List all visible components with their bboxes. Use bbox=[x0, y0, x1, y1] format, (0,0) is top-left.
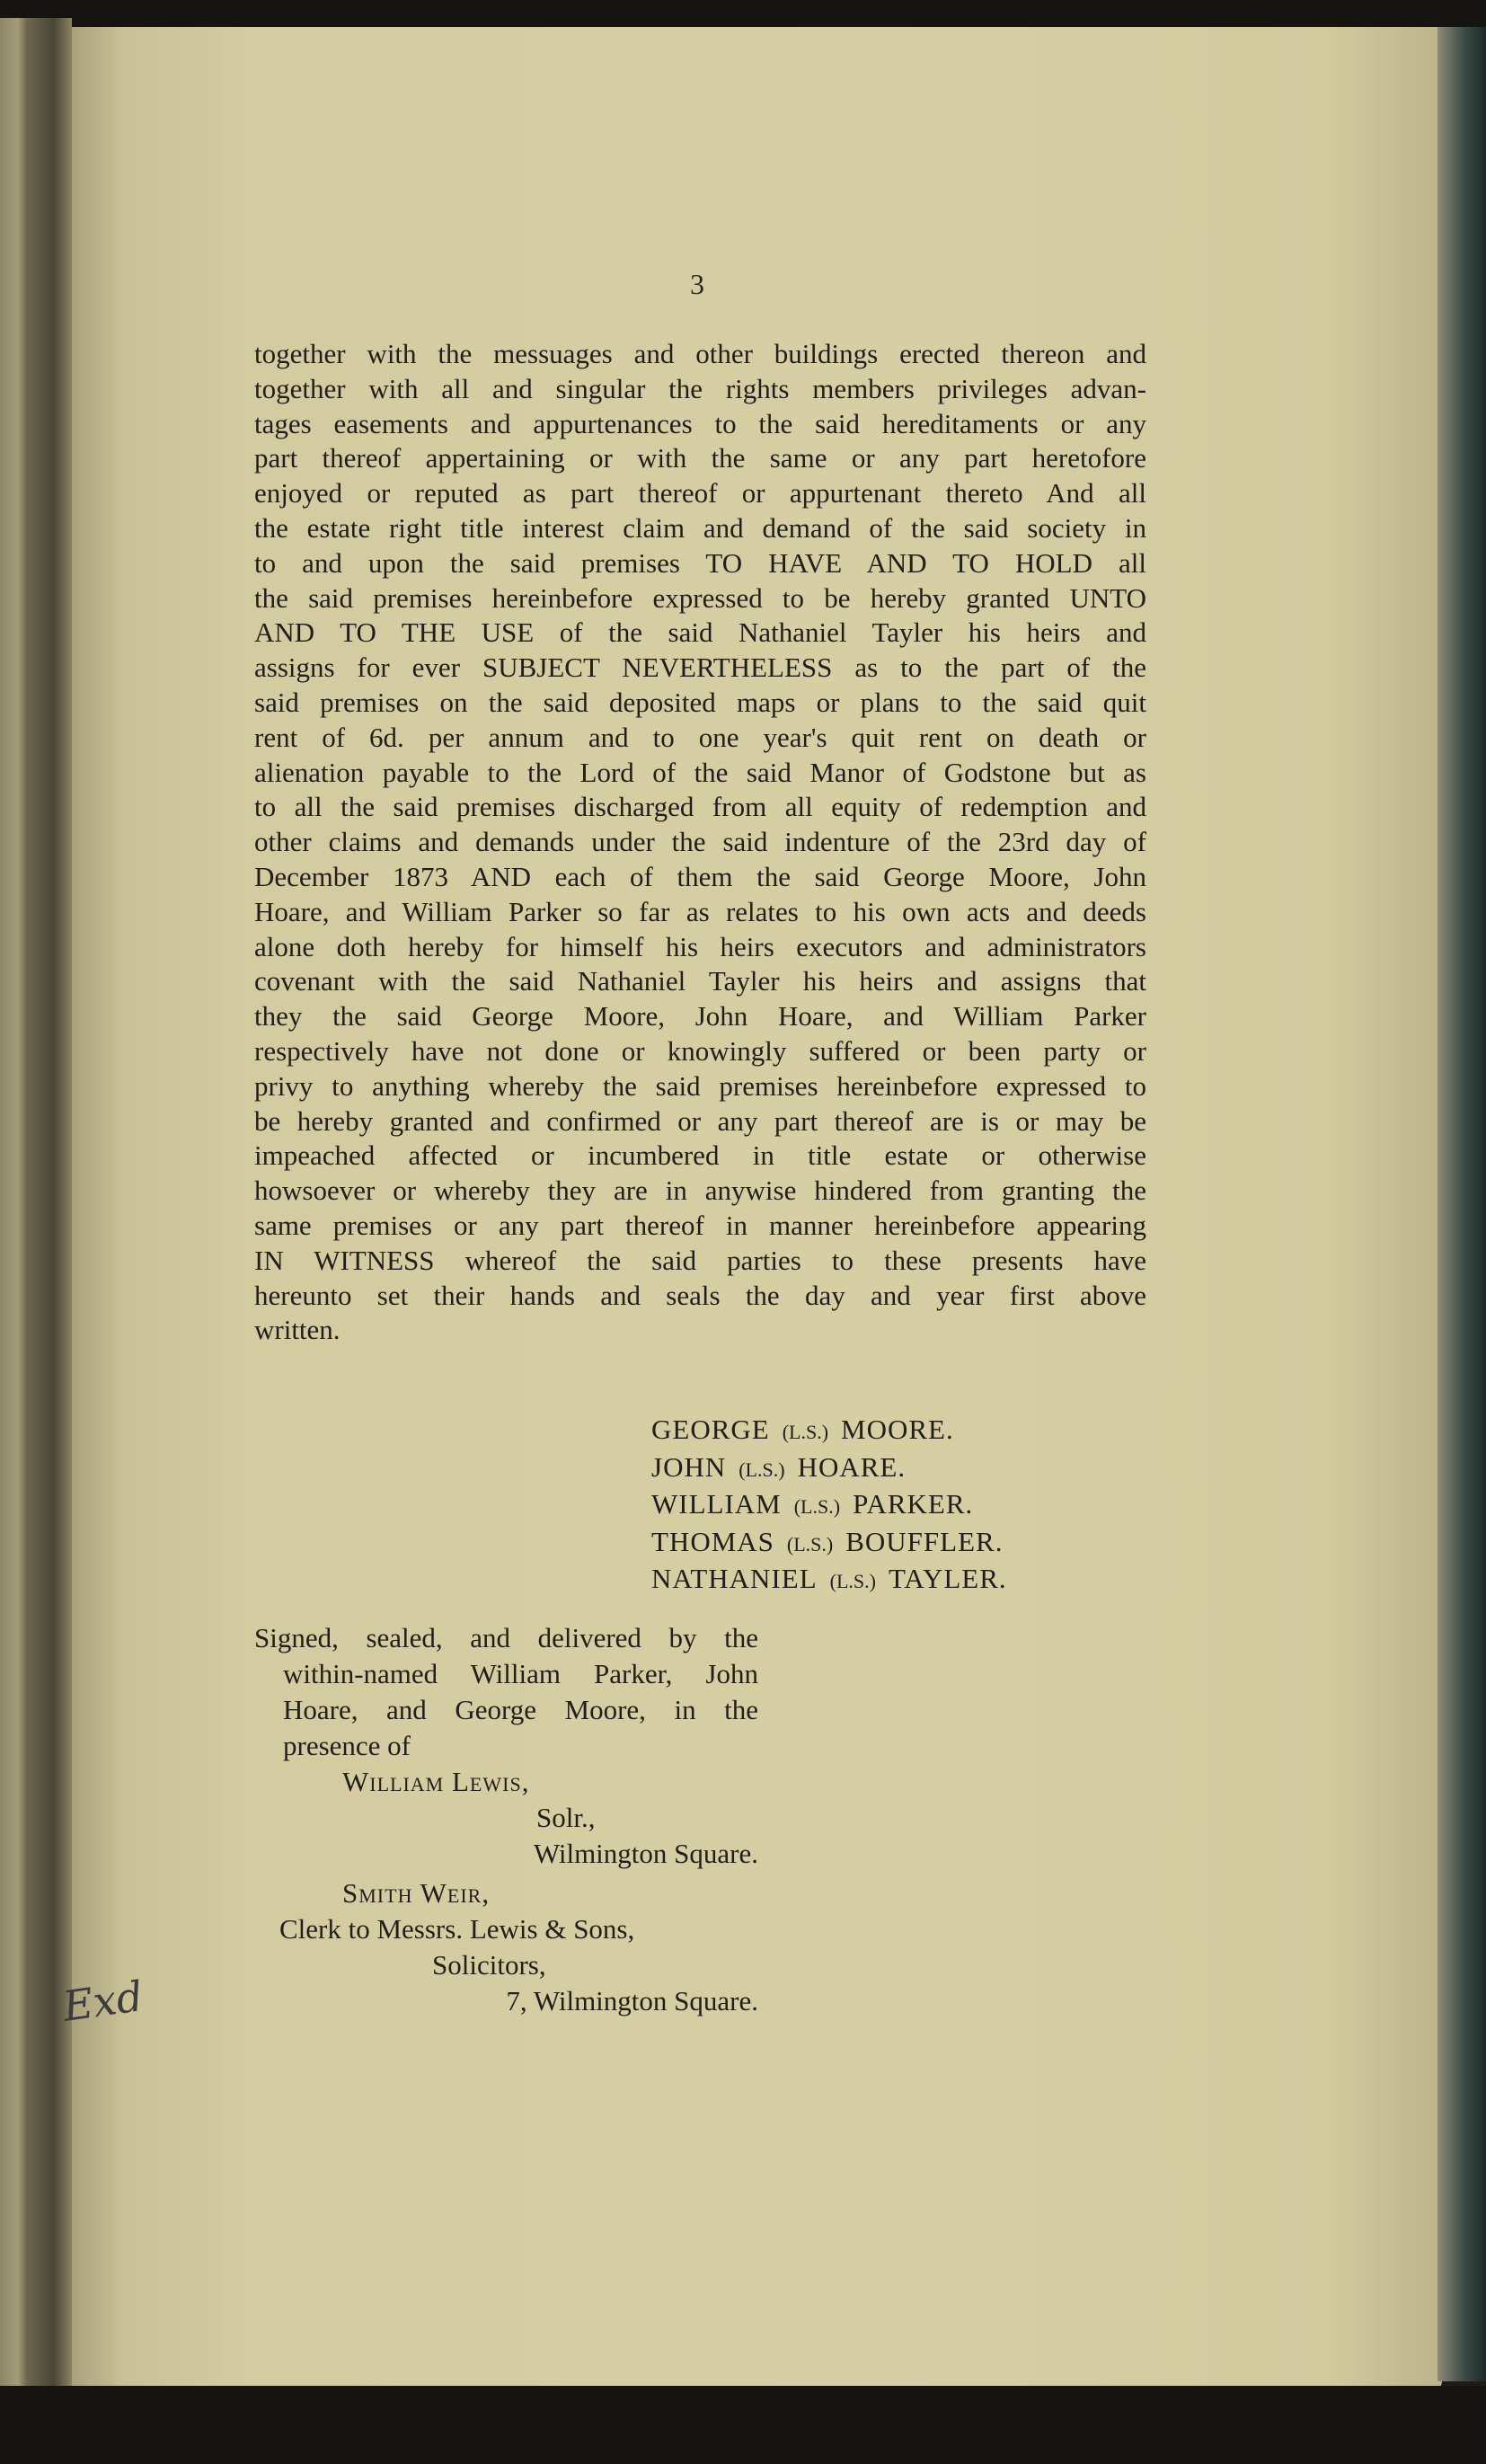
attestation-line: Hoare, and George Moore, in the bbox=[283, 1694, 758, 1725]
body-line: together with the messuages and other buildings erected thereon and bbox=[254, 338, 1146, 369]
body-line: rent of 6d. per annum and to one year's quit rent on death or bbox=[254, 721, 1146, 753]
body-line: written. bbox=[254, 1314, 341, 1346]
body-line: December 1873 AND each of them the said George Moore, John bbox=[254, 860, 1146, 892]
attestation-line: presence of bbox=[283, 1730, 411, 1761]
body-line: tages easements and appurtenances to the said hereditaments or any bbox=[254, 407, 1146, 439]
body-line: they the said George Moore, John Hoare, and William Parker bbox=[254, 1000, 1146, 1033]
body-line: to all the said premises discharged from all equity of redemption and bbox=[254, 791, 1146, 823]
deed-body-text bbox=[254, 337, 1146, 1348]
body-line: IN WITNESS whereof the said parties to these presents have bbox=[254, 1244, 1146, 1276]
body-line: covenant with the said Nathaniel Tayler his heirs and assigns that bbox=[254, 965, 1146, 997]
attestation-line: within-named William Parker, John bbox=[283, 1658, 758, 1689]
body-line: the estate right title interest claim and demand of the said society in bbox=[254, 511, 1146, 544]
signature-line bbox=[651, 1487, 1007, 1525]
scan-bottom-border bbox=[0, 2386, 1486, 2464]
seal-mark: (L.S.) bbox=[739, 1458, 785, 1481]
signatory-first-name: NATHANIEL bbox=[651, 1563, 818, 1594]
witness-address: Wilmington Square. bbox=[533, 1838, 758, 1869]
body-line: respectively have not done or knowingly suffered or been party or bbox=[254, 1034, 1146, 1067]
body-line: together with all and singular the rights members privileges advan- bbox=[254, 372, 1146, 404]
body-line: other claims and demands under the said indenture of the 23rd day of bbox=[254, 826, 1146, 858]
body-line: assigns for ever SUBJECT NEVERTHELESS as to the part of the bbox=[254, 651, 1146, 684]
body-line: be hereby granted and confirmed or any part thereof are is or may be bbox=[254, 1104, 1146, 1137]
witness-title: Clerk to Messrs. Lewis & Sons, bbox=[279, 1913, 635, 1945]
witness-role: Solicitors, bbox=[432, 1949, 546, 1981]
signature-line bbox=[651, 1450, 1007, 1488]
witness-address: 7, Wilmington Square. bbox=[506, 1985, 758, 2016]
handwritten-note: Exd bbox=[59, 1972, 146, 2031]
signature-line bbox=[651, 1562, 1007, 1600]
body-line: privy to anything whereby the said premises hereinbefore expressed to bbox=[254, 1069, 1146, 1102]
signatory-first-name: WILLIAM bbox=[651, 1488, 782, 1520]
witness-name: William Lewis, bbox=[342, 1766, 530, 1797]
signatory-surname: TAYLER. bbox=[888, 1563, 1007, 1594]
signatory-first-name: THOMAS bbox=[651, 1525, 774, 1557]
signatory-first-name: GEORGE bbox=[651, 1414, 770, 1445]
attestation-line: Signed, sealed, and delivered by the bbox=[254, 1622, 758, 1653]
seal-mark: (L.S.) bbox=[829, 1570, 876, 1592]
signature-line bbox=[651, 1413, 1007, 1450]
signatory-surname: BOUFFLER. bbox=[845, 1525, 1004, 1557]
signatory-surname: HOARE. bbox=[797, 1450, 907, 1483]
body-line: the said premises hereinbefore expressed to be hereby granted UNTO bbox=[254, 581, 1146, 614]
witness-title: Solr., bbox=[536, 1802, 596, 1833]
attestation-clause bbox=[254, 1620, 758, 2019]
signatures-block bbox=[651, 1413, 1007, 1600]
body-line: hereunto set their hands and seals the day and year first above bbox=[254, 1279, 1146, 1311]
signatory-surname: PARKER. bbox=[853, 1488, 974, 1520]
seal-mark: (L.S.) bbox=[793, 1495, 841, 1518]
body-line: Hoare, and William Parker so far as relates to his own acts and deeds bbox=[254, 895, 1146, 927]
signatory-surname: MOORE. bbox=[841, 1414, 954, 1445]
previous-page-edge bbox=[0, 18, 72, 2399]
signatory-first-name: JOHN bbox=[651, 1450, 727, 1483]
body-line: enjoyed or reputed as part thereof or appurtenant thereto And all bbox=[254, 477, 1146, 510]
seal-mark: (L.S.) bbox=[786, 1532, 834, 1556]
book-binding-edge bbox=[1437, 27, 1486, 2381]
body-line: howsoever or whereby they are in anywise hindered from granting the bbox=[254, 1174, 1146, 1207]
body-line: AND TO THE USE of the said Nathaniel Tayler his heirs and bbox=[254, 616, 1146, 649]
body-line: alone doth hereby for himself his heirs executors and administrators bbox=[254, 930, 1146, 962]
page-number: 3 bbox=[690, 268, 704, 300]
body-line: alienation payable to the Lord of the said Manor of Godstone but as bbox=[254, 756, 1146, 788]
body-line: part thereof appertaining or with the same or any part heretofore bbox=[254, 442, 1146, 474]
body-line: said premises on the said deposited maps or plans to the said quit bbox=[254, 686, 1146, 718]
body-line: same premises or any part thereof in manner hereinbefore appearing bbox=[254, 1209, 1146, 1241]
seal-mark: (L.S.) bbox=[782, 1421, 829, 1443]
witness-name: Smith Weir, bbox=[342, 1877, 491, 1909]
body-line: to and upon the said premises TO HAVE AND TO HOLD all bbox=[254, 546, 1146, 579]
signature-line bbox=[651, 1525, 1007, 1563]
body-line: impeached affected or incumbered in title estate or otherwise bbox=[254, 1139, 1146, 1172]
